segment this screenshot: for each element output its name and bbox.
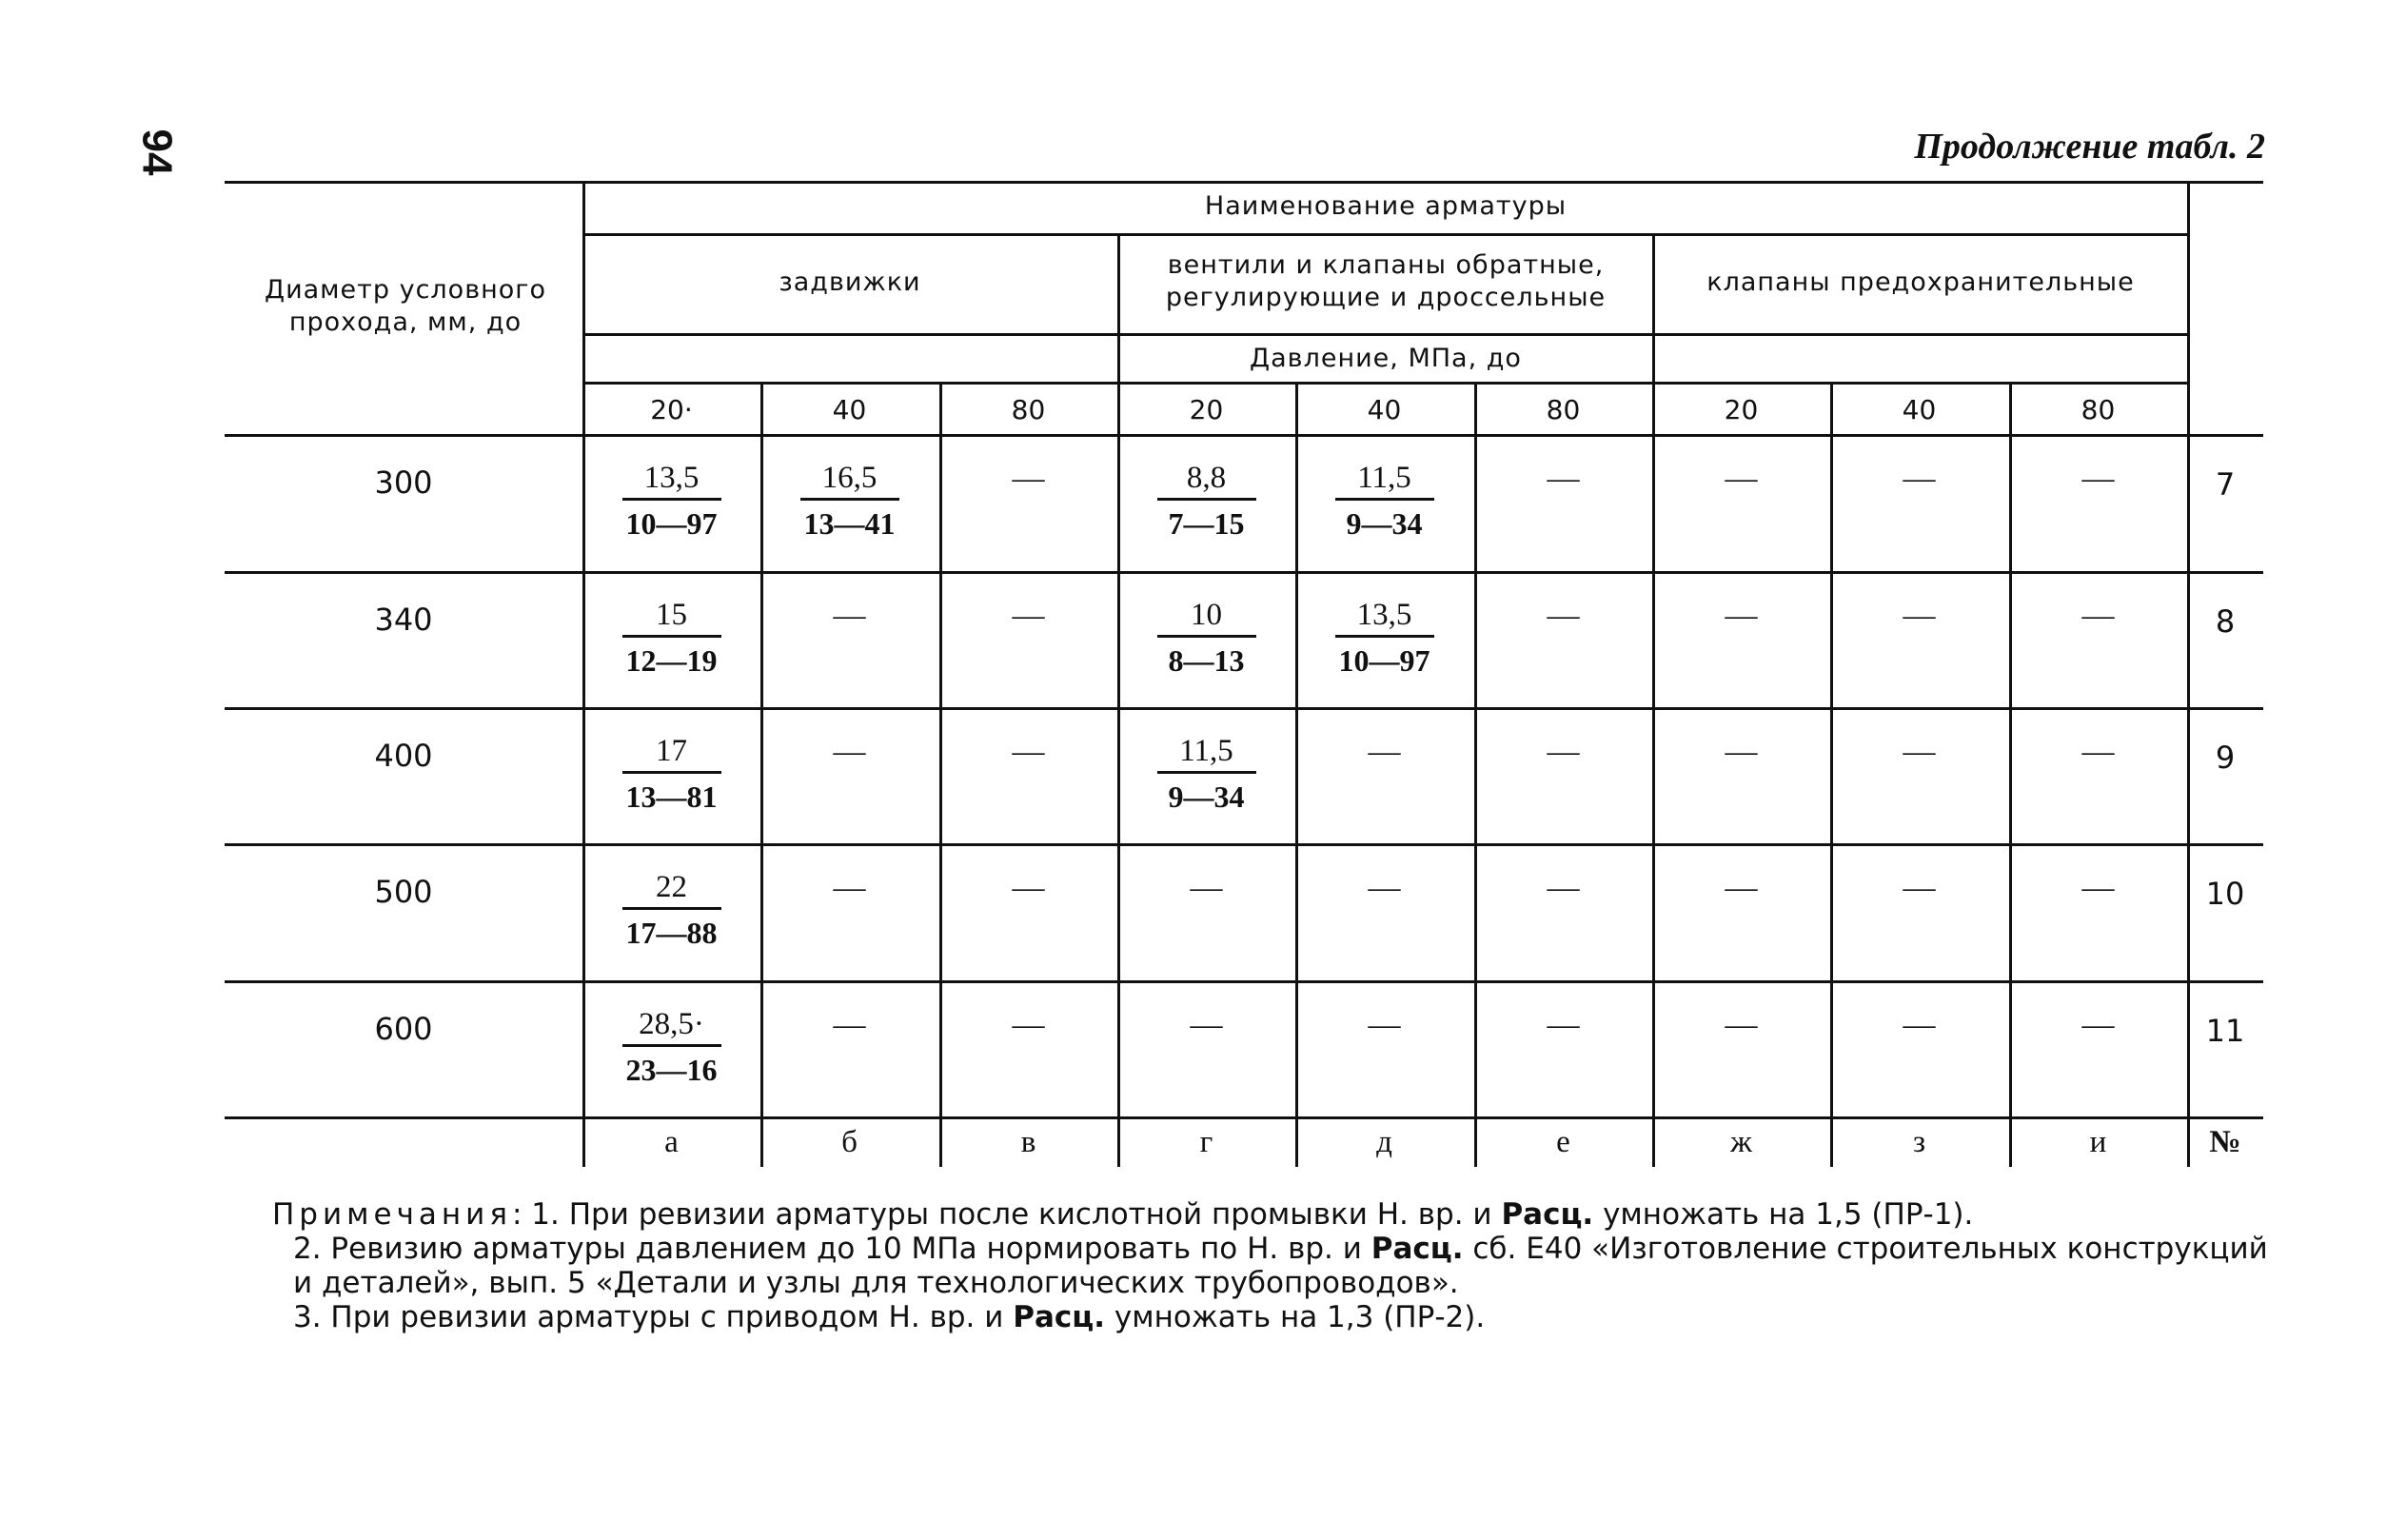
table-cell [760,461,938,542]
table-cell [582,734,760,815]
pressure-col-5: 40 [1367,394,1402,425]
rate-fraction [800,461,899,542]
rate-fraction [622,870,721,951]
rate-fraction [622,461,721,542]
table-cell [939,1007,1117,1043]
time-norm: 10 [1157,598,1256,638]
table-cell [2009,1007,2187,1043]
page-number: 94 [133,128,181,176]
rate-fraction [622,598,721,679]
empty-dash: — [1903,734,1936,769]
table-cell [1474,1007,1652,1043]
table-cell [939,734,1117,770]
group-header-check-valves: вентили и клапаны обратные, регулирующие и дроссельные [1165,250,1607,312]
empty-dash: — [2081,461,2115,496]
rule-row-2 [225,707,2263,710]
table-cell [1117,734,1295,815]
empty-dash: — [833,870,866,905]
rate-fraction [622,734,721,815]
column-letter: е [1556,1125,1570,1159]
col-line-8 [1830,382,1833,1167]
time-norm: 13,5 [622,461,721,501]
rule-row-4 [225,980,2263,983]
rate-value: 17—88 [625,916,718,950]
empty-dash: — [1368,1007,1401,1042]
column-letter: д [1376,1125,1392,1159]
time-norm: 22 [622,870,721,910]
empty-dash: — [1725,870,1758,905]
column-letter: б [841,1125,858,1159]
table-cell [1117,598,1295,679]
time-norm: 11,5 [1335,461,1434,501]
table-cell [1295,734,1473,770]
empty-dash: — [1547,1007,1580,1042]
table-cell [582,1007,760,1088]
table-cell [582,461,760,542]
rate-value: 10—97 [1338,643,1430,678]
table-cell [2009,870,2187,906]
pressure-col-1: 20· [650,394,693,425]
table-cell [1295,870,1473,906]
time-norm: 17 [622,734,721,774]
rate-value: 10—97 [625,506,718,541]
rate-value: 13—81 [625,780,718,814]
empty-dash: — [1368,870,1401,905]
table-cell [1830,598,2008,634]
number-sign: № [2209,1125,2241,1159]
empty-dash: — [1725,1007,1758,1042]
col-line-3 [939,382,942,1167]
diameter-header: Диаметр условного прохода, мм, до [264,275,546,337]
row-number: 8 [2215,603,2236,640]
diameter-cell: 400 [374,738,433,774]
rate-value: 23—16 [625,1053,718,1087]
empty-dash: — [833,598,866,633]
table-cell [2009,734,2187,770]
row-number: 11 [2205,1013,2245,1049]
rate-fraction [1157,734,1256,815]
table-cell [1295,598,1473,679]
rate-value: 8—13 [1168,643,1245,678]
rate-value: 13—41 [803,506,896,541]
table-cell [939,598,1117,634]
column-letter: г [1199,1125,1213,1159]
col-line-9 [2009,382,2012,1167]
empty-dash: — [1012,1007,1045,1042]
table-cell [1652,870,1830,906]
row-number: 7 [2215,466,2236,503]
diameter-cell: 300 [374,464,433,501]
empty-dash: — [1547,734,1580,769]
pressure-col-7: 20 [1724,394,1759,425]
rule-row-5 [225,1116,2263,1119]
column-letter: и [2089,1125,2107,1159]
column-letter: з [1912,1125,1926,1159]
table-cell [1652,461,1830,497]
empty-dash: — [1012,461,1045,496]
empty-dash: — [1547,461,1580,496]
group-header-valves: задвижки [779,267,921,297]
table-cell [1652,734,1830,770]
table-cell [1117,1007,1295,1043]
empty-dash: — [1903,1007,1936,1042]
empty-dash: — [1725,598,1758,633]
empty-dash: — [2081,734,2115,769]
row-number: 10 [2205,876,2245,912]
note-2: 2. Ревизию арматуры давлением до 10 МПа нормировать по Н. вр. и Расц. сб. Е40 «Изготовление строительных конструкций и деталей», вып. 5 «Детали и узлы для технологических трубопроводов». [293,1232,2268,1300]
empty-dash: — [2081,1007,2115,1042]
note-3: 3. При ревизии арматуры с приводом Н. вр. и Расц. умножать на 1,3 (ПР-2). [293,1300,1486,1334]
empty-dash: — [1547,598,1580,633]
pressure-col-8: 40 [1902,394,1937,425]
table-cell [939,461,1117,497]
empty-dash: — [1190,870,1223,905]
column-letter: в [1020,1125,1036,1159]
time-norm: 11,5 [1157,734,1256,774]
note-1: Примечания: 1. При ревизии арматуры после кислотной промывки Н. вр. и Расц. умножать на 1,5 (ПР-1). [272,1197,1974,1232]
notes [272,1197,2271,1334]
rule-row-1 [225,571,2263,574]
pressure-header: Давление, МПа, до [1250,344,1522,373]
table-cell [760,734,938,770]
table-cell [1295,1007,1473,1043]
rate-value: 9—34 [1346,506,1423,541]
table-cell [2009,598,2187,634]
rule-header-bottom [225,434,2263,437]
empty-dash: — [1903,870,1936,905]
empty-dash: — [1012,598,1045,633]
notes-label: Примечания [272,1197,512,1232]
rate-fraction [1335,461,1434,542]
col-line-6 [1474,382,1477,1167]
empty-dash: — [833,1007,866,1042]
rate-value: 7—15 [1168,506,1245,541]
empty-dash: — [1012,734,1045,769]
group-header-safety-valves: клапаны предохранительные [1706,267,2135,297]
empty-dash: — [1725,461,1758,496]
table-cell [1830,1007,2008,1043]
rule-under-groups [582,333,2189,336]
empty-dash: — [2081,870,2115,905]
pressure-col-2: 40 [832,394,867,425]
table-cell [1474,598,1652,634]
table-cell [1652,598,1830,634]
row-number: 9 [2215,740,2236,776]
empty-dash: — [1190,1007,1223,1042]
column-letter: а [664,1125,679,1159]
empty-dash: — [1725,734,1758,769]
empty-dash: — [1903,598,1936,633]
table-cell [1295,461,1473,542]
time-norm: 28,5· [622,1007,721,1047]
rate-value: 9—34 [1168,780,1245,814]
rate-value: 12—19 [625,643,718,678]
rate-fraction [1157,461,1256,542]
table-cell [1474,461,1652,497]
empty-dash: — [1012,870,1045,905]
fittings-name-header: Наименование арматуры [1204,191,1568,221]
empty-dash: — [1368,734,1401,769]
time-norm: 13,5 [1335,598,1434,638]
rule-row-3 [225,843,2263,846]
empty-dash: — [2081,598,2115,633]
column-letter: ж [1730,1125,1752,1159]
diameter-cell: 500 [374,874,433,910]
time-norm: 8,8 [1157,461,1256,501]
pressure-col-6: 80 [1546,394,1581,425]
table-cell [1652,1007,1830,1043]
table-cell [582,598,760,679]
empty-dash: — [833,734,866,769]
table-cell [760,870,938,906]
rule-top [225,181,2263,184]
table-cell [1474,870,1652,906]
table-cell [1830,461,2008,497]
table-cell [1117,870,1295,906]
rate-fraction [622,1007,721,1088]
time-norm: 15 [622,598,721,638]
table-cell [1830,870,2008,906]
continuation-title: Продолжение табл. 2 [1914,127,2265,167]
table-cell [1117,461,1295,542]
table-cell [582,870,760,951]
pressure-col-3: 80 [1011,394,1046,425]
empty-dash: — [1903,461,1936,496]
table-cell [760,1007,938,1043]
diameter-cell: 340 [374,602,433,638]
rate-fraction [1157,598,1256,679]
table-cell [2009,461,2187,497]
table-cell [1830,734,2008,770]
time-norm: 16,5 [800,461,899,501]
pressure-col-4: 20 [1189,394,1224,425]
pressure-col-9: 80 [2081,394,2116,425]
diameter-cell: 600 [374,1011,433,1047]
rule-under-name [582,233,2189,236]
table-cell [1474,734,1652,770]
rate-fraction [1335,598,1434,679]
table-cell [939,870,1117,906]
rule-under-pressure-label [582,382,2189,385]
empty-dash: — [1547,870,1580,905]
data-table [225,181,2263,1171]
table-cell [760,598,938,634]
